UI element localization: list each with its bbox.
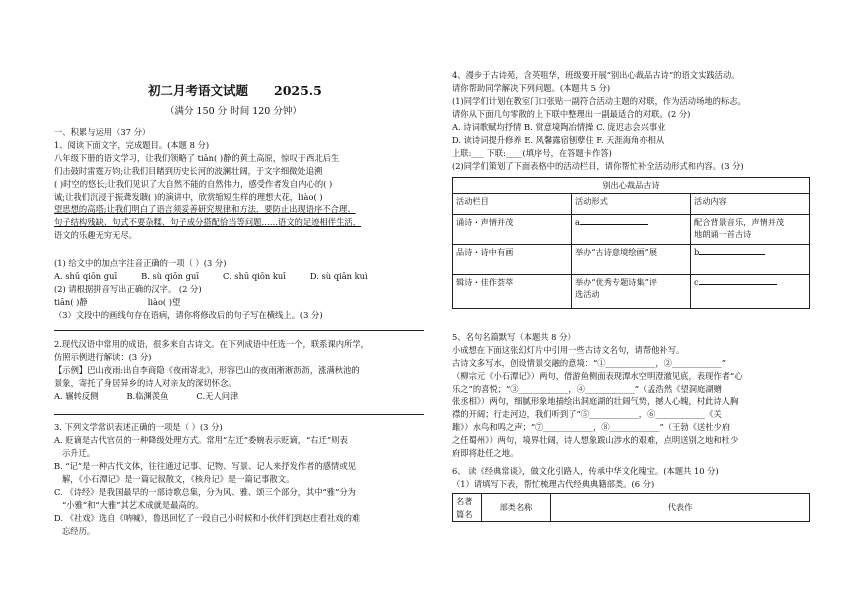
- option-a[interactable]: A. shū qiōn guī: [54, 271, 118, 281]
- passage-line-underlined: 句子结构残缺、句式不要杂糅、句子成分搭配恰当等问题……语文的足迹相伴生活，: [54, 217, 361, 228]
- q2-options: [54, 390, 238, 403]
- question-3: 3. 下列文学常识表述正确的一项是（ ）(3 分): [54, 422, 223, 432]
- q1-passage: [54, 152, 424, 242]
- option-line: A. 贬谪是古代官员的一种降级处理方式。常用“左迁”委婉表示贬谪，“右迁”则表: [54, 435, 348, 445]
- q3-option-b[interactable]: [54, 460, 424, 486]
- option-b[interactable]: B. sù qiōn guī: [141, 271, 199, 281]
- table-cell: 配合背景音乐，声情并茂 地朗诵一首古诗: [691, 214, 810, 244]
- q5-line: 之任蜀州》）两句，境界壮阔，诗人想象跋山涉水的艰难，点明送别之地和杜少: [452, 435, 739, 446]
- pinyin-field-tian[interactable]: tiān( )静: [54, 297, 88, 307]
- q4-options-line: A. 诗词歌赋均抒情 B. 赏意境陶冶情操 C. 庞迟志会兴事业: [452, 122, 666, 132]
- q5-line: 张丞相》）两句，细腻形象地描绘出洞庭湖的壮阔气势，撼人心魄，村此诗人胸: [452, 396, 739, 407]
- option-d[interactable]: D. sù qiān kuì: [309, 271, 368, 281]
- q5-line[interactable]: 乐之”的喜悦；“③____________，④____________”（孟浩然《望洞庭湖赠: [452, 383, 722, 394]
- q3-option-d[interactable]: [54, 512, 424, 538]
- question-2-cont: 仿照示例进行解读：(3 分): [54, 352, 152, 362]
- q6-sub1: （1）请填写下表，帮忙梳理古代经典典籍部类。(6 分): [452, 479, 655, 489]
- q3-option-a[interactable]: [54, 434, 424, 460]
- q5-line: 府即将赴任之地。: [452, 447, 519, 458]
- title-text: 初二月考语文试题: [148, 83, 249, 98]
- blank-label: a: [575, 216, 580, 227]
- option-a[interactable]: A. 辗转反侧: [54, 391, 99, 401]
- table-header: 活动形式: [572, 193, 691, 214]
- passage-line: 诚;让我们沉浸于振聋发聩( )的演讲中，欣赏缩短生样的理想大花，liào( ): [54, 191, 323, 202]
- q1-sub2-fields: [54, 296, 180, 309]
- passage-line: 八年级下册的语文学习，让我们领略了 tiān( )静的黄土高原，惊叹于西北后生: [54, 153, 340, 163]
- question-2: 2.现代汉语中常用的成语，很多来自古诗文。在下列成语中任选一个，联系课内所学，: [54, 339, 369, 349]
- question-4: 4、漫步于古诗苑，含英咀华，班级要开展“别出心裁品古诗”的语文实践活动。: [452, 70, 740, 80]
- passage-line: 语文的乐趣无穷无尽。: [54, 230, 137, 241]
- blank-label: c: [694, 276, 699, 287]
- q4-sub1-cont: 请你从下面几句零散的上下联中整理出一副最适合的对联。(2 分): [452, 109, 691, 119]
- option-c[interactable]: C.无人问津: [196, 391, 239, 401]
- blank-line[interactable]: [699, 246, 765, 255]
- question-5: 5、名句名篇默写（本题共 8 分）: [452, 332, 576, 342]
- table-header: 活动栏目: [453, 193, 572, 214]
- table-header: 部类名称: [482, 494, 551, 522]
- q1-sub2: (2) 请根据拼音写出正确的汉字。 (2 分): [54, 284, 202, 294]
- table-cell-blank-b[interactable]: [691, 244, 810, 274]
- q1-sub3: （3）文段中的画线句存在语病，请你将修改后的句子写在横线上。(3 分): [54, 310, 323, 320]
- option-line: 示升迁。: [62, 447, 96, 458]
- pinyin-field-liao[interactable]: liào( )望: [147, 297, 181, 307]
- option-line: B. “记”是一种古代文体，往往通过记事、记物、写景、记人来抒发作者的感情或见: [54, 461, 356, 471]
- option-line: 解，《小石潭记》是一篇记叙散文，《核舟记》是一篇记事散文。: [62, 473, 295, 484]
- option-line: D. 《社戏》选自《呐喊》，鲁迅回忆了一段自己小时候和小伙伴们到赵庄看社戏的难: [54, 513, 361, 523]
- q5-line[interactable]: 雎》）水鸟和鸣之声；“⑦____________，⑧____________”（王勃《送杜少府: [452, 422, 731, 433]
- q2-example-line: 景象，寄托了身居异乡的诗人对亲友的深切怀念。: [54, 378, 237, 388]
- q5-passage: [452, 344, 812, 460]
- q4-fill-line[interactable]: 上联:___ 下联:____(填序号，在答题卡作答): [452, 148, 612, 158]
- passage-line-underlined: 望思想的高塔;让我们明白了语言须妥善研究规律和方法，要防止出现语序不合理、: [54, 204, 356, 215]
- blank-line[interactable]: [699, 276, 777, 285]
- q4-options-line: D. 读诗词提升修养 E. 风馨露宿刨孽住 F. 天涯海角亦相从: [452, 135, 665, 145]
- table-caption: 别出心裁品古诗: [453, 178, 810, 194]
- blank-label: b: [694, 246, 700, 257]
- activity-table: [452, 177, 810, 309]
- q4-sub1: (1)同学们计划在教室门口张贴一副符合活动主题的对联，作为活动场地的标志。: [452, 96, 746, 106]
- option-line: “小雅”和“大雅”其艺术成就是最高的。: [62, 499, 204, 510]
- answer-line[interactable]: [54, 330, 424, 331]
- passage-line: ( )时空的悠长;让我们见识了大自然不能的自然伟力，感受作者发自内心的( ): [54, 178, 333, 189]
- option-c[interactable]: C. shū qiōn kuī: [222, 271, 286, 281]
- table-cell: 举办“优秀专题诗集”评 选活动: [572, 274, 691, 308]
- table-header: 代表作: [551, 494, 810, 522]
- q1-sub1: (1) 给文中的加点字注音正确的一项（ ）(3 分): [54, 258, 227, 268]
- q5-line[interactable]: 古诗文多写水，创设情景交融的意境：“①____________，②____________”: [452, 357, 726, 368]
- q5-line: 小成想在下面这张幻灯片中引用一些古诗文名句，请帮他补写。: [452, 345, 685, 355]
- exam-date: 2025.5: [274, 83, 322, 98]
- q3-option-c[interactable]: [54, 486, 424, 512]
- q4-sub2: (2)同学们策划了下面表格中的活动栏目，请你帮忙补全活动形式和内容。(3 分): [452, 161, 744, 171]
- table-header: 名著篇名: [453, 494, 482, 522]
- classics-table: [452, 493, 810, 522]
- option-line: 忘经历。: [62, 525, 96, 536]
- q1-sub1-options: [54, 270, 424, 283]
- table-cell: 辑诗・佳作荟萃: [453, 274, 572, 308]
- table-cell-blank-c[interactable]: [691, 274, 810, 308]
- answer-line[interactable]: [54, 414, 424, 415]
- table-cell: 诵诗・声情并茂: [453, 214, 572, 244]
- question-4-cont: 请你帮助同学解决下列问题。(本题共 5 分): [452, 83, 611, 93]
- exam-subtitle: （满分 150 分 时间 120 分钟）: [165, 106, 302, 117]
- option-b[interactable]: B.临渊羡鱼: [126, 391, 169, 401]
- q2-example-line: 【示例】巴山夜雨:出自李商隐《夜雨寄北》，形容巴山的夜雨淅淅沥沥，涨满秋池的: [54, 365, 360, 375]
- table-cell: 举办“古诗意境绘画”展: [572, 244, 691, 274]
- exam-title: [148, 81, 322, 100]
- q5-line[interactable]: 襟的开阔；行走河边，我们听到了“⑤____________，⑥____________《关: [452, 409, 722, 420]
- table-cell: 品诗・诗中有画: [453, 244, 572, 274]
- question-1: 1、阅读下面文字，完成题目。(本题 8 分): [54, 140, 210, 150]
- blank-line[interactable]: [580, 216, 648, 225]
- table-cell-blank-a[interactable]: [572, 214, 691, 244]
- section-heading: 一、积累与运用（37 分）: [54, 127, 151, 137]
- option-line: C. 《诗经》是我国最早的一部诗歌总集，分为风、雅、颂三个部分，其中“雅”分为: [54, 487, 356, 497]
- table-header: 活动内容: [691, 193, 810, 214]
- question-6: 6、 读《经典常谈》，做文化引路人，传承中华文化瑰宝。(本题共 10 分): [452, 466, 719, 476]
- q5-line: （柳宗元《小石潭记》）两句，借游鱼侧面表现潭水空明澄澈见底，表现作者“心: [452, 370, 743, 381]
- passage-line: 们击鼓时雷霆万钧;让我们目睹到历史长河的波澜壮阔，于文字细微处追溯: [54, 165, 323, 176]
